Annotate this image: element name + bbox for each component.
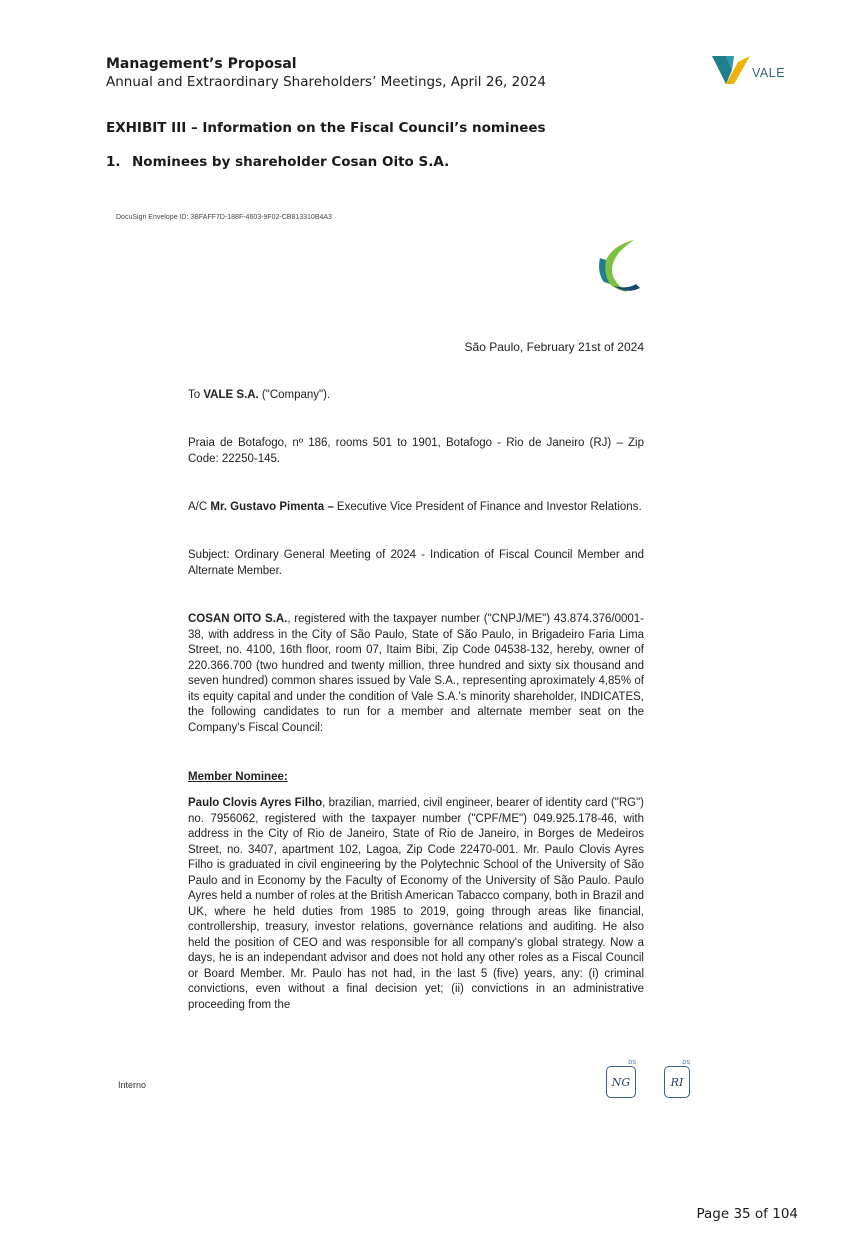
vale-logo (712, 54, 802, 88)
letter-recipient (188, 388, 644, 404)
letter-date: São Paulo, February 21st of 2024 (464, 340, 644, 354)
section-heading (106, 154, 449, 170)
cosan-text: , registered with the taxpayer number ("CNPJ/ME") 43.874.376/0001-38, with address in the City of São Paulo, State of São Paulo, in Brigadeiro Faria Lima Street, no. 4100, 16th floor, room 07, Itaim Bibi, Zip Code 04538-132, hereby, owner of 220.366.700 (two hundred and twenty million, three hundred and sixty six thousand and seven hundred) common shares issued by Vale S.A., representing aproximately 4,85% of its equity capital and under the condition of Vale S.A.'s minority shareholder, INDICATES, the following candidates to run for a member and alternate member seat on the Company's Fiscal Council: (188, 613, 644, 734)
docusign-tag: DS (628, 1060, 636, 1066)
recipient-prefix: To (188, 389, 204, 401)
vale-logo-mark-icon (712, 54, 752, 86)
initials-1: NG (611, 1076, 631, 1089)
member-paragraph (188, 796, 644, 1013)
page-number: Page 35 of 104 (696, 1206, 798, 1222)
attention-prefix: A/C (188, 501, 211, 513)
attention-line (188, 500, 644, 516)
header-subtitle: Annual and Extraordinary Shareholders’ Meetings, April 26, 2024 (106, 74, 546, 90)
member-name: Paulo Clovis Ayres Filho (188, 797, 323, 809)
recipient-company: VALE S.A. (203, 389, 259, 401)
classification-label: Interno (118, 1080, 147, 1090)
recipient-address: Praia de Botafogo, nº 186, rooms 501 to 1901, Botafogo - Rio de Janeiro (RJ) – Zip Code: 22250-145. (188, 437, 644, 465)
exhibit-title: EXHIBIT III – Information on the Fiscal Council’s nominees (106, 120, 546, 136)
attention-role: Executive Vice President of Finance and Investor Relations. (333, 501, 642, 513)
vale-logo-text: VALE (752, 66, 786, 80)
cosan-logo-icon (596, 238, 646, 294)
initials-box-2 (664, 1060, 690, 1098)
cosan-name: COSAN OITO S.A. (188, 613, 288, 625)
recipient-suffix: ("Company"). (258, 389, 331, 401)
letter-subject: Subject: Ordinary General Meeting of 2024 - Indication of Fiscal Council Member and Alternate Member. (188, 549, 644, 577)
section-title: Nominees by shareholder Cosan Oito S.A. (132, 154, 450, 170)
section-number: 1. (106, 154, 121, 170)
initials-2: RI (670, 1076, 684, 1089)
member-heading: Member Nominee: (188, 771, 288, 783)
member-text: , brazilian, married, civil engineer, bearer of identity card ("RG") no. 7956062, registered with the taxpayer number ("CPF/ME") 049.925.178-46, with address in the City of Rio de Janeiro, State of Rio de Janeiro, in Borges de Medeiros Street, no. 3407, apartment 102, Lagoa, Zip Code 22470-001. Mr. Paulo Clovis Ayres Filho is graduated in civil engineering by the Polytechnic School of the University of São Paulo and in Economy by the Faculty of Economy of the University of São Paulo. Paulo Ayres held a number of roles at the British American Tabacco company, both in Brazil and UK, where he held duties from 1985 to 2019, going through areas like financial, controllership, treasury, investor relations, governance relations and auditing. He also held the position of CEO and was responsible for all company's global strategy. Now a days, he is an independant advisor and does not hold any other roles as a Fiscal Council or Board Member. Mr. Paulo has not had, in the last 5 (five) years, any: (i) criminal convictions, even without a final decision yet; (ii) convictions in an administrative proceeding from the (188, 797, 644, 1011)
initials-box-1 (606, 1060, 636, 1098)
envelope-id: DocuSign Envelope ID: 3BFAFF7D-188F-4603-9F02-CB813310B4A3 (116, 214, 332, 221)
header-title: Management’s Proposal (106, 56, 297, 72)
cosan-paragraph (188, 612, 644, 736)
attention-name: Mr. Gustavo Pimenta – (210, 501, 334, 513)
docusign-tag: DS (682, 1060, 690, 1066)
